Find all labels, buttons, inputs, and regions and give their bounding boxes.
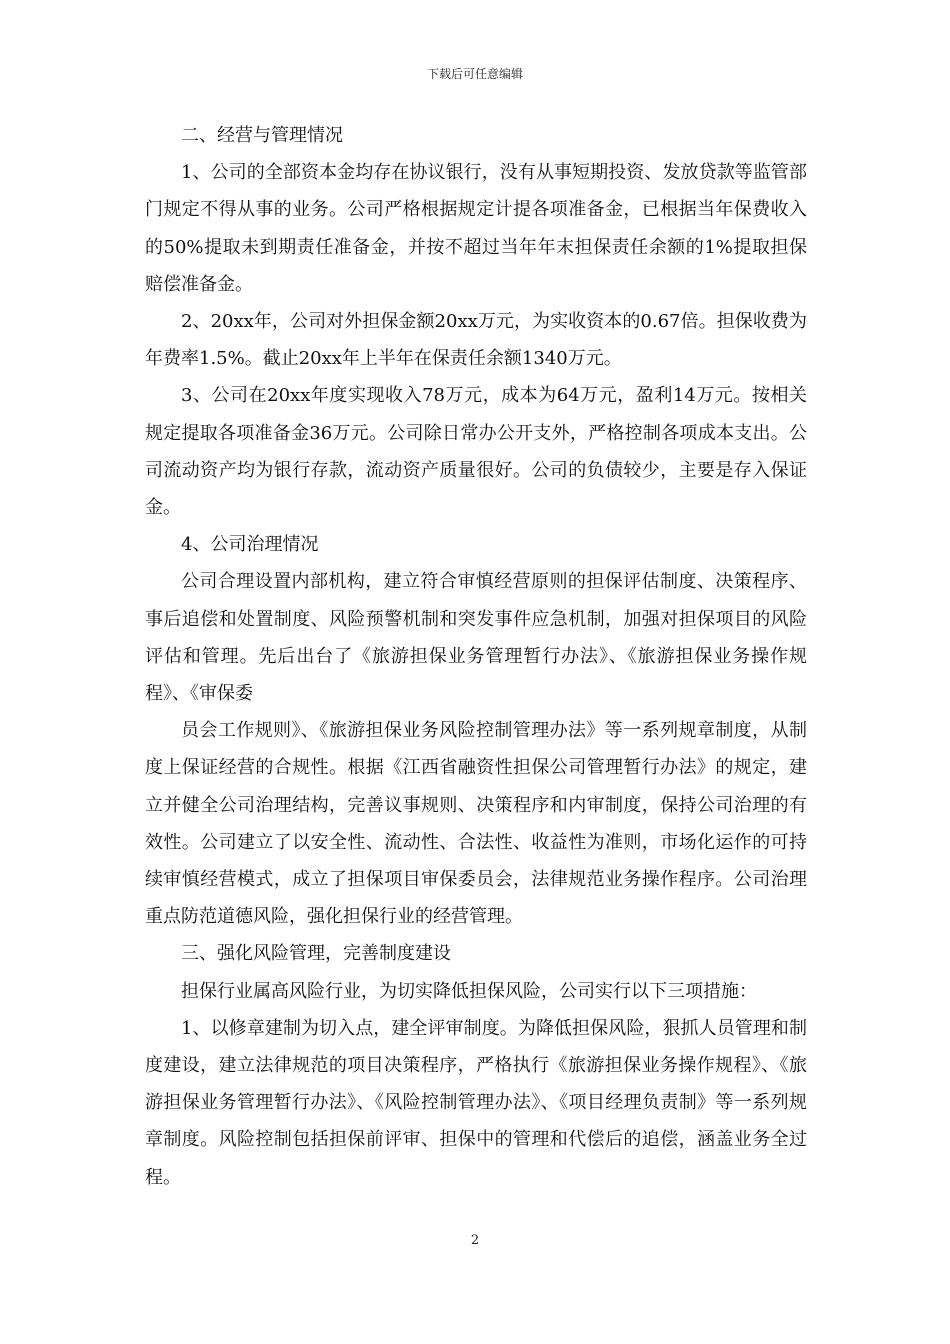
paragraph-guarantee-amount: 2、20xx年，公司对外担保金额20xx万元，为实收资本的0.67倍。担保收费为年费率1.5%。截止20xx年上半年在保责任余额1340万元。 [145, 311, 807, 370]
paragraph-governance-structure: 公司合理设置内部机构，建立符合审慎经营原则的担保评估制度、决策程序、事后追偿和处置制度、风险预警机制和突发事件应急机制，加强对担保项目的风险评估和管理。先后出台了《旅游担保业务管理暂行办法》、《旅游担保业务操作规程》、《审保委 [145, 571, 807, 705]
section-heading-operations: 二、经营与管理情况 [181, 125, 343, 146]
paragraph-income: 3、公司在20xx年度实现收入78万元，成本为64万元，盈利14万元。按相关规定提取各项准备金36万元。公司除日常办公开支外，严格控制各项成本支出。公司流动资产均为银行存款，流动资产质量很好。公司的负债较少，主要是存入保证金。 [145, 385, 807, 519]
paragraph-risk-intro: 担保行业属高风险行业，为切实降低担保风险，公司实行以下三项措施： [181, 980, 757, 1002]
page-number: 2 [470, 1233, 480, 1248]
document-body [145, 117, 807, 1196]
subheading-governance: 4、公司治理情况 [181, 534, 319, 556]
page-header: 下载后可任意编辑 [426, 67, 523, 81]
section-heading-risk-management: 三、强化风险管理，完善制度建设 [181, 943, 451, 965]
paragraph-capital: 1、公司的全部资本金均存在协议银行，没有从事短期投资、发放贷款等监管部门规定不得从事的业务。公司严格根据规定计提各项准备金，已根据当年保费收入的50%提取未到期责任准备金，并按不超过当年年末担保责任余额的1%提取担保赔偿准备金。 [145, 162, 807, 295]
paragraph-governance-rules: 员会工作规则》、《旅游担保业务风险控制管理办法》等一系列规章制度，从制度上保证经营的合规性。根据《江西省融资性担保公司管理暂行办法》的规定，建立并健全公司治理结构，完善议事规则、决策程序和内审制度，保持公司治理的有效性。公司建立了以安全性、流动性、合法性、收益性为准则，市场化运作的可持续审慎经营模式，成立了担保项目审保委员会，法律规范业务操作程序。公司治理重点防范道德风险，强化担保行业的经营管理。 [145, 720, 807, 928]
paragraph-risk-measure-1: 1、以修章建制为切入点，建全评审制度。为降低担保风险，狠抓人员管理和制度建设，建立法律规范的项目决策程序，严格执行《旅游担保业务操作规程》、《旅游担保业务管理暂行办法》、《风险控制管理办法》、《项目经理负责制》等一系列规章制度。风险控制包括担保前评审、担保中的管理和代偿后的追偿，涵盖业务全过程。 [145, 1017, 807, 1188]
